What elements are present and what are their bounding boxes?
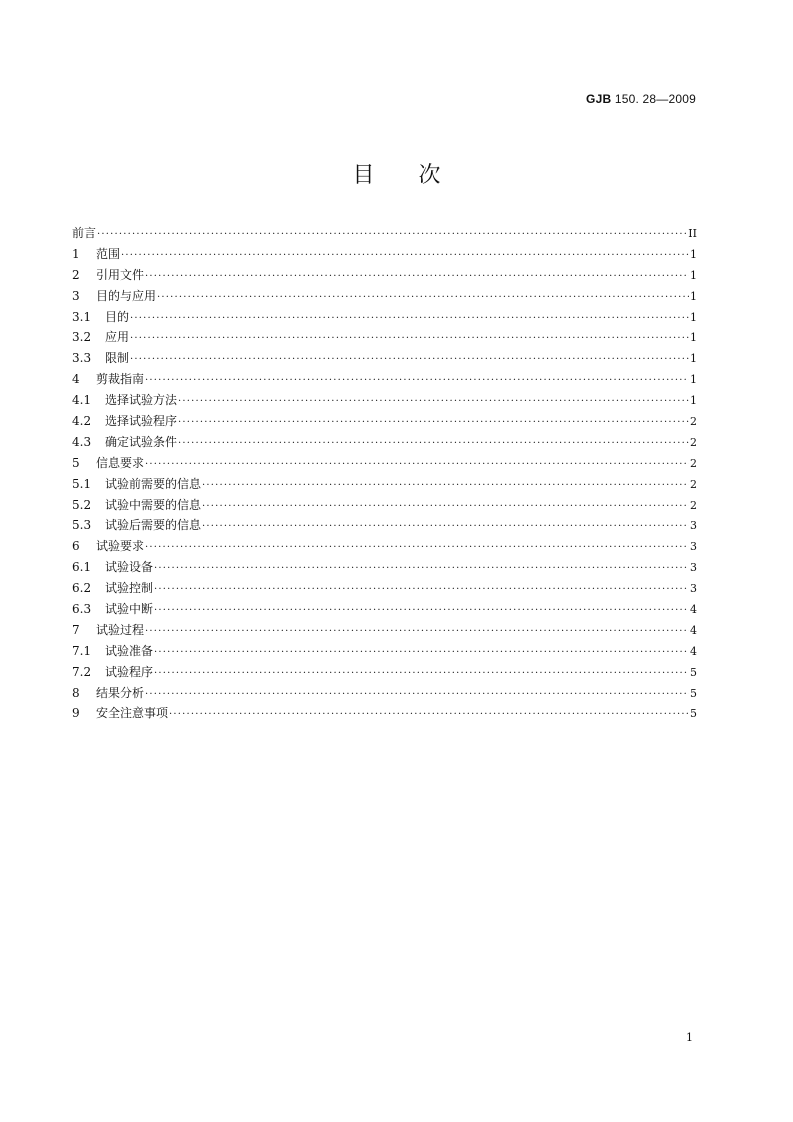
toc-entry[interactable] [72, 579, 697, 600]
document-code [586, 92, 696, 106]
toc-entry-page: 1 [690, 373, 697, 387]
toc-entry-number: 6.3 [72, 602, 92, 617]
toc-entry-title: 信息要求 [96, 455, 145, 470]
toc-entry-page: 2 [690, 415, 697, 429]
document-code-number: 150. 28—2009 [614, 92, 696, 106]
toc-leader-dots [154, 584, 689, 595]
toc-entry-page: 1 [690, 394, 697, 408]
toc-entry-title: 前言 [72, 226, 97, 240]
toc-entry-page: 1 [690, 289, 697, 303]
toc-entry-title: 试验设备 [105, 560, 154, 575]
toc-entry[interactable] [72, 308, 697, 329]
toc-entry-title: 目的与应用 [96, 288, 157, 303]
toc-entry[interactable] [72, 287, 697, 308]
toc-entry-number: 4 [72, 372, 80, 387]
toc-entry-page: 3 [690, 582, 697, 596]
toc-entry-title: 安全注意事项 [96, 706, 169, 721]
toc-entry[interactable] [72, 496, 697, 517]
toc-entry[interactable] [72, 266, 697, 287]
toc-entry[interactable] [72, 684, 697, 705]
toc-entry-number: 3.2 [72, 330, 92, 345]
toc-entry-title: 限制 [105, 351, 130, 366]
toc-entry-title: 试验过程 [96, 622, 145, 637]
toc-entry[interactable] [72, 328, 697, 349]
toc-entry[interactable] [72, 621, 697, 642]
toc-entry-title: 引用文件 [96, 267, 145, 282]
toc-entry-title: 试验中断 [105, 602, 154, 617]
toc-leader-dots [169, 709, 689, 720]
toc-leader-dots [157, 292, 689, 303]
toc-entry[interactable] [72, 537, 697, 558]
toc-entry[interactable] [72, 224, 697, 245]
toc-entry-title: 选择试验程序 [105, 414, 178, 429]
toc-leader-dots [145, 375, 689, 386]
toc-entry-page: 3 [690, 540, 697, 554]
toc-entry[interactable] [72, 516, 697, 537]
table-of-contents [72, 224, 697, 725]
toc-leader-dots [145, 459, 689, 470]
toc-entry-number: 5 [72, 455, 80, 470]
toc-entry-title: 试验控制 [105, 581, 154, 596]
toc-leader-dots [145, 542, 689, 553]
toc-entry-title: 结果分析 [96, 685, 145, 700]
toc-entry[interactable] [72, 245, 697, 266]
toc-entry-title: 选择试验方法 [105, 393, 178, 408]
toc-entry-number: 1 [72, 246, 80, 261]
toc-entry-number: 4.3 [72, 434, 92, 449]
toc-entry[interactable] [72, 433, 697, 454]
toc-entry-page: 5 [690, 686, 697, 700]
toc-entry-page: 3 [690, 561, 697, 575]
toc-entry-page: 4 [690, 603, 697, 617]
toc-leader-dots [154, 563, 689, 574]
toc-entry-number: 7.2 [72, 664, 92, 679]
toc-leader-dots [202, 480, 689, 491]
toc-entry[interactable] [72, 663, 697, 684]
toc-entry-title: 目的 [105, 309, 130, 324]
toc-leader-dots [202, 521, 689, 532]
toc-entry-number: 5.1 [72, 476, 92, 491]
toc-entry[interactable] [72, 391, 697, 412]
toc-leader-dots [154, 668, 689, 679]
toc-entry-number: 6.2 [72, 581, 92, 596]
toc-entry-number: 6.1 [72, 560, 92, 575]
toc-entry-page: 5 [690, 665, 697, 679]
toc-leader-dots [145, 689, 689, 700]
toc-leader-dots [202, 501, 689, 512]
toc-leader-dots [121, 250, 689, 261]
toc-title: 目次 [352, 163, 485, 188]
toc-entry-page: 1 [690, 310, 697, 324]
toc-entry-number: 6 [72, 539, 80, 554]
toc-leader-dots [154, 605, 689, 616]
toc-leader-dots [130, 333, 689, 344]
toc-entry-title: 试验后需要的信息 [105, 518, 202, 533]
toc-entry-title: 试验要求 [96, 539, 145, 554]
toc-entry-page: 2 [690, 435, 697, 449]
toc-entry[interactable] [72, 475, 697, 496]
toc-entry-title: 应用 [105, 330, 130, 345]
toc-leader-dots [154, 647, 689, 658]
toc-entry-page: 3 [690, 519, 697, 533]
toc-leader-dots [145, 626, 689, 637]
toc-leader-dots [178, 438, 689, 449]
toc-entry-title: 试验准备 [105, 643, 154, 658]
toc-entry-number: 7.1 [72, 643, 92, 658]
toc-entry[interactable] [72, 704, 697, 725]
toc-entry-page: 1 [690, 268, 697, 282]
toc-entry-number: 5.2 [72, 497, 92, 512]
toc-entry[interactable] [72, 412, 697, 433]
toc-entry-page: 2 [690, 456, 697, 470]
toc-entry-number: 9 [72, 706, 80, 721]
toc-entry-number: 7 [72, 622, 80, 637]
toc-entry-page: 4 [690, 623, 697, 637]
toc-leader-dots [130, 313, 689, 324]
toc-entry-page: 1 [690, 247, 697, 261]
toc-entry-page: 5 [690, 707, 697, 721]
toc-entry-page: II [688, 227, 697, 240]
toc-entry-page: 1 [690, 352, 697, 366]
page-number: 1 [686, 1031, 693, 1044]
toc-entry[interactable] [72, 642, 697, 663]
toc-leader-dots [178, 396, 689, 407]
toc-entry[interactable] [72, 558, 697, 579]
toc-entry[interactable] [72, 454, 697, 475]
toc-entry-page: 4 [690, 644, 697, 658]
toc-entry-page: 2 [690, 477, 697, 491]
toc-entry-title: 试验中需要的信息 [105, 497, 202, 512]
toc-entry-page: 2 [690, 498, 697, 512]
toc-entry-page: 1 [690, 331, 697, 345]
toc-leader-dots [145, 271, 689, 282]
toc-entry-number: 2 [72, 267, 80, 282]
toc-entry-title: 范围 [96, 246, 121, 261]
toc-entry-number: 3.1 [72, 309, 92, 324]
toc-entry-number: 3.3 [72, 351, 92, 366]
toc-entry-title: 剪裁指南 [96, 372, 145, 387]
toc-entry-title: 确定试验条件 [105, 434, 178, 449]
toc-leader-dots [97, 229, 687, 240]
toc-entry-number: 3 [72, 288, 80, 303]
toc-entry-number: 5.3 [72, 518, 92, 533]
toc-entry[interactable] [72, 349, 697, 370]
toc-entry-number: 4.1 [72, 393, 92, 408]
toc-leader-dots [130, 354, 689, 365]
toc-entry-title: 试验前需要的信息 [105, 476, 202, 491]
toc-leader-dots [178, 417, 689, 428]
toc-entry[interactable] [72, 600, 697, 621]
document-code-prefix: GJB [586, 92, 612, 106]
toc-entry[interactable] [72, 370, 697, 391]
toc-entry-number: 8 [72, 685, 80, 700]
toc-entry-title: 试验程序 [105, 664, 154, 679]
toc-entry-number: 4.2 [72, 414, 92, 429]
